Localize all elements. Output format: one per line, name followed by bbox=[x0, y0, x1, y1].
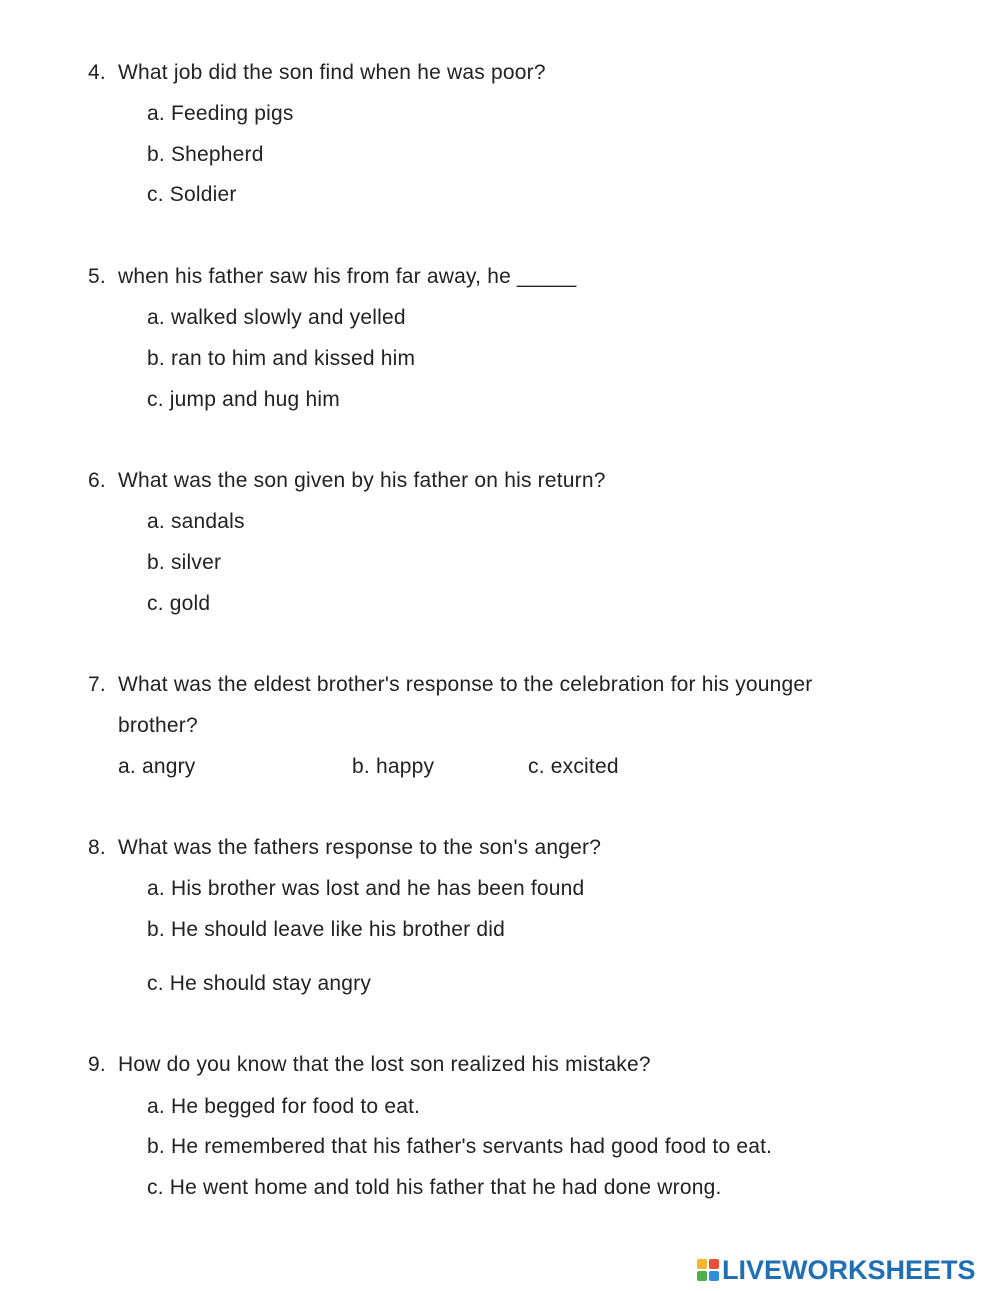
logo-text: LIVEWORKSHEETS bbox=[722, 1254, 976, 1285]
answer-option[interactable]: c. jump and hug him bbox=[147, 388, 340, 411]
question-text: when his father saw his from far away, he _____ bbox=[118, 265, 577, 288]
question-number: 5. bbox=[88, 265, 106, 288]
logo-square-blue bbox=[709, 1271, 719, 1281]
answer-option[interactable]: b. He should leave like his brother did bbox=[147, 918, 506, 941]
logo-square-yellow bbox=[697, 1259, 707, 1269]
question-number: 8. bbox=[88, 836, 106, 859]
answer-option[interactable]: b. ran to him and kissed him bbox=[147, 347, 416, 370]
logo-square-green bbox=[697, 1271, 707, 1281]
answer-option[interactable]: c. gold bbox=[147, 592, 211, 615]
answer-option[interactable]: b. Shepherd bbox=[147, 143, 264, 166]
answer-option[interactable]: a. Feeding pigs bbox=[147, 102, 294, 125]
question-text: What was the fathers response to the son's anger? bbox=[118, 836, 602, 859]
question-text: What was the eldest brother's response to the celebration for his younger bbox=[118, 673, 813, 696]
logo-square-red bbox=[709, 1259, 719, 1269]
answer-option[interactable]: c. excited bbox=[528, 755, 619, 778]
liveworksheets-logo bbox=[697, 1255, 976, 1285]
answer-option[interactable]: c. He went home and told his father that he had done wrong. bbox=[147, 1176, 722, 1199]
answer-option[interactable]: a. angry bbox=[118, 755, 196, 778]
question-text: How do you know that the lost son realized his mistake? bbox=[118, 1053, 651, 1076]
answer-option[interactable]: a. sandals bbox=[147, 510, 245, 533]
liveworksheets-logo-icon bbox=[697, 1259, 719, 1281]
question-number: 9. bbox=[88, 1053, 106, 1076]
answer-option[interactable]: b. happy bbox=[352, 755, 435, 778]
answer-option[interactable]: c. Soldier bbox=[147, 183, 237, 206]
answer-option[interactable]: a. walked slowly and yelled bbox=[147, 306, 406, 329]
question-number: 6. bbox=[88, 469, 106, 492]
answer-option[interactable]: a. He begged for food to eat. bbox=[147, 1095, 421, 1118]
question-number: 4. bbox=[88, 61, 106, 84]
question-number: 7. bbox=[88, 673, 106, 696]
question-text: What job did the son find when he was poor? bbox=[118, 61, 546, 84]
question-text: What was the son given by his father on his return? bbox=[118, 469, 606, 492]
answer-option[interactable]: b. He remembered that his father's servants had good food to eat. bbox=[147, 1135, 773, 1158]
answer-option[interactable]: a. His brother was lost and he has been found bbox=[147, 877, 585, 900]
answer-option[interactable]: c. He should stay angry bbox=[147, 972, 372, 995]
question-text-continued: brother? bbox=[118, 714, 198, 737]
answer-option[interactable]: b. silver bbox=[147, 551, 222, 574]
